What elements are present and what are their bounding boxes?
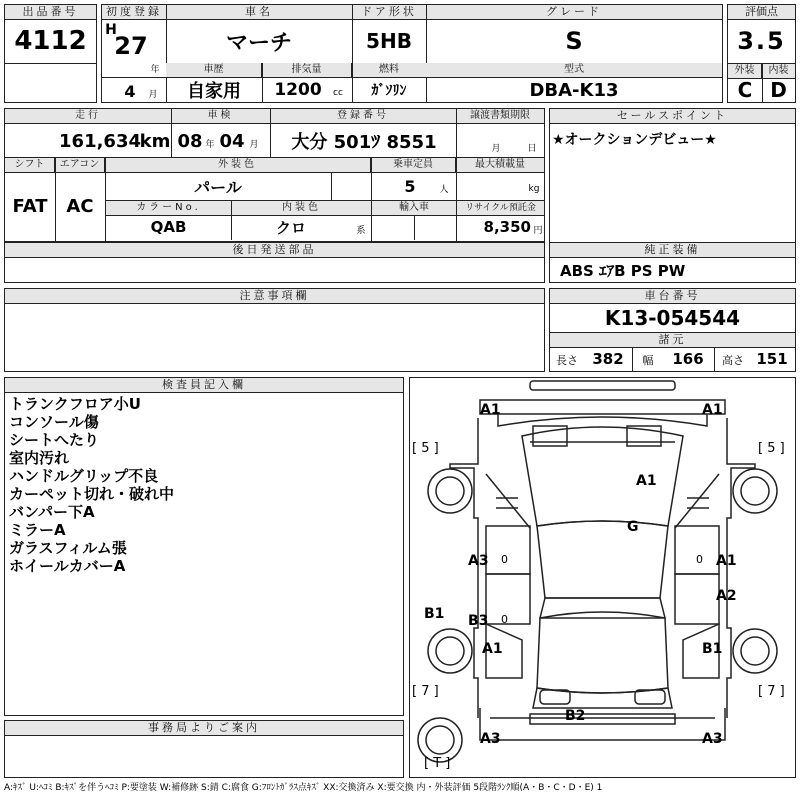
note-line: カーペット切れ・破れ中 xyxy=(9,485,175,503)
caution-label: 注意事項欄 xyxy=(5,289,544,304)
tire-rear-left-mark: [ 7 ] xyxy=(412,684,439,699)
door-label: ドア形状 xyxy=(352,5,426,20)
inspector-box xyxy=(4,377,404,716)
max-load-unit: kg xyxy=(528,184,540,194)
tire-rear-right-mark: [ 7 ] xyxy=(758,684,785,699)
score-label: 評価点 xyxy=(728,5,795,20)
spare-tire-mark: [ T ] xyxy=(424,756,451,771)
ext-score-label: 外装 xyxy=(728,63,762,79)
shift-value: FAT xyxy=(12,195,48,217)
lot-box xyxy=(4,4,97,103)
genuine-box xyxy=(549,242,796,283)
chassis-box xyxy=(549,288,796,372)
lot-label: 出品番号 xyxy=(5,5,96,20)
header-box xyxy=(101,4,723,103)
grade-label: グレード xyxy=(426,5,722,20)
front-bumper-left-mark: A1 xyxy=(480,402,501,418)
note-line: ガラスフィルム張 xyxy=(9,539,127,557)
ext-color-label: 外装色 xyxy=(105,158,371,173)
note-line: ミラーA xyxy=(9,521,66,539)
car-name-label: 車名 xyxy=(166,5,352,20)
sales-point-box xyxy=(549,108,796,256)
first-reg-month-unit: 月 xyxy=(148,89,158,100)
int-color-value: クロ xyxy=(275,218,306,237)
color-no-value: QAB xyxy=(150,218,187,236)
office-label: 事務局よりご案内 xyxy=(5,721,403,736)
capacity-unit: 人 xyxy=(439,184,449,195)
tire-front-left-mark: [ 5 ] xyxy=(412,441,439,456)
mileage-value: 161,634 xyxy=(59,130,141,152)
tire-front-right-mark: [ 5 ] xyxy=(758,441,785,456)
left-door-inner-mark: 0 xyxy=(501,553,508,566)
mileage-box xyxy=(4,108,545,242)
int-color-label: 内装色 xyxy=(232,201,371,216)
width-label: 幅 xyxy=(642,354,654,367)
chassis-label: 車台番号 xyxy=(550,289,795,304)
sales-point-label: セールスポイント xyxy=(550,109,795,124)
inspector-label: 検査員記入欄 xyxy=(5,378,403,393)
capacity-value: 5 xyxy=(404,176,416,196)
fuel-value: ｶﾞｿﾘﾝ xyxy=(371,83,407,99)
mileage-label: 走行 xyxy=(5,109,171,124)
length-value: 382 xyxy=(592,350,624,368)
note-line: トランクフロア小U xyxy=(9,395,141,413)
first-reg-month: 4 xyxy=(124,81,136,101)
reg-no-label: 登録番号 xyxy=(270,109,456,124)
left-rear-fender-mark: A1 xyxy=(482,641,503,657)
car-name-value: マーチ xyxy=(225,30,292,56)
inspection-month-unit: 月 xyxy=(249,139,259,150)
width-value: 166 xyxy=(672,350,704,368)
later-parts-label: 後日発送部品 xyxy=(5,243,544,258)
first-reg-era: H xyxy=(105,22,117,38)
displacement-value: 1200 xyxy=(274,80,322,100)
history-value: 自家用 xyxy=(187,81,241,102)
note-line: 室内汚れ xyxy=(9,449,70,467)
chassis-value: K13-054544 xyxy=(604,306,741,330)
inspection-month: 04 xyxy=(219,130,245,152)
ac-label: エアコン xyxy=(55,158,105,173)
int-color-unit: 系 xyxy=(356,225,366,236)
int-score-value: D xyxy=(770,78,787,102)
ext-score-value: C xyxy=(737,78,753,102)
note-line: シートへたり xyxy=(9,431,100,449)
legend: A:ｷｽﾞ U:ﾍｺﾐ B:ｷｽﾞを伴うﾍｺﾐ P:要塗装 W:補修跡 S:錆 C:腐食 G:ﾌﾛﾝﾄｶﾞﾗｽ点ｷｽﾞ XX:交換済み X:要交換 内・外装評価 5段階ﾗﾝｸ順(A・B・C・D・E) 1 xyxy=(4,783,603,793)
left-rear-door-mark: B3 xyxy=(468,613,489,629)
inspection-year: 08 xyxy=(177,130,203,152)
inspector-notes xyxy=(9,395,174,575)
history-label: 車歴 xyxy=(166,63,262,78)
rear-bumper-right-mark: A3 xyxy=(702,731,723,747)
fuel-label: 燃料 xyxy=(352,63,426,78)
model-value: DBA-K13 xyxy=(529,79,619,101)
office-box xyxy=(4,720,404,778)
note-line: バンパー下A xyxy=(9,503,95,521)
first-reg-label: 初度登録 xyxy=(102,5,166,20)
later-parts-box xyxy=(4,242,545,283)
grade-value: S xyxy=(565,27,583,55)
car-diagram-box xyxy=(409,377,796,778)
recycle-label: リサイクル預託金 xyxy=(457,201,544,216)
score-box xyxy=(727,4,796,103)
sales-point-value: ★オークションデビュー★ xyxy=(552,132,717,148)
right-rear-fender-mark: B1 xyxy=(702,641,723,657)
transfer-month-unit: 月 xyxy=(491,143,501,154)
ext-color-value: パール xyxy=(194,177,242,197)
color-no-label: カラーNo. xyxy=(106,201,231,216)
specs-label: 諸元 xyxy=(550,332,795,348)
height-value: 151 xyxy=(756,350,788,368)
mileage-unit: km xyxy=(139,130,171,152)
genuine-value: ABS ｴｱB PS PW xyxy=(560,262,686,280)
import-label: 輸入車 xyxy=(372,201,456,216)
right-front-door-mark: A1 xyxy=(716,553,737,569)
recycle-unit: 円 xyxy=(533,225,543,236)
length-label: 長さ xyxy=(556,354,578,367)
ac-value: AC xyxy=(66,195,94,217)
model-label: 型式 xyxy=(426,63,722,78)
left-sill-mark: B1 xyxy=(424,606,445,622)
lot-number: 4112 xyxy=(14,26,87,56)
left-front-door-mark: A3 xyxy=(468,553,489,569)
hood-mark: A1 xyxy=(636,473,657,489)
left-rear-inner-mark: 0 xyxy=(501,613,508,626)
displacement-label: 排気量 xyxy=(262,63,352,78)
reg-no-value: 大分 501ﾂ 8551 xyxy=(291,132,437,153)
transfer-label: 譲渡書類期限 xyxy=(456,109,544,124)
int-score-label: 内装 xyxy=(762,63,795,79)
right-door-inner-mark: 0 xyxy=(696,553,703,566)
score-value: 3.5 xyxy=(737,27,786,55)
front-bumper-right-mark: A1 xyxy=(702,402,723,418)
max-load-label: 最大積載量 xyxy=(456,158,544,173)
inspection-year-unit: 年 xyxy=(205,139,215,150)
capacity-label: 乗車定員 xyxy=(371,158,456,173)
first-reg-year-unit: 年 xyxy=(150,64,160,75)
height-label: 高さ xyxy=(722,354,744,367)
displacement-unit: cc xyxy=(333,88,343,98)
genuine-label: 純正装備 xyxy=(550,243,795,258)
door-value: 5HB xyxy=(366,29,412,53)
recycle-value: 8,350 xyxy=(483,218,531,236)
rear-bumper-left-mark: A3 xyxy=(480,731,501,747)
note-line: ホイールカバーA xyxy=(9,557,126,575)
transfer-day-unit: 日 xyxy=(527,143,537,154)
shift-label: シフト xyxy=(5,158,55,173)
rear-panel-mark: B2 xyxy=(565,708,586,724)
caution-box xyxy=(4,288,545,372)
note-line: コンソール傷 xyxy=(9,413,99,431)
inspection-label: 車検 xyxy=(171,109,270,124)
car-diagram xyxy=(410,378,795,777)
first-reg-year: 27 xyxy=(114,32,148,60)
right-rear-door-mark: A2 xyxy=(716,588,737,604)
note-line: ハンドルグリップ不良 xyxy=(9,467,159,485)
roof-mark: G xyxy=(627,519,639,535)
